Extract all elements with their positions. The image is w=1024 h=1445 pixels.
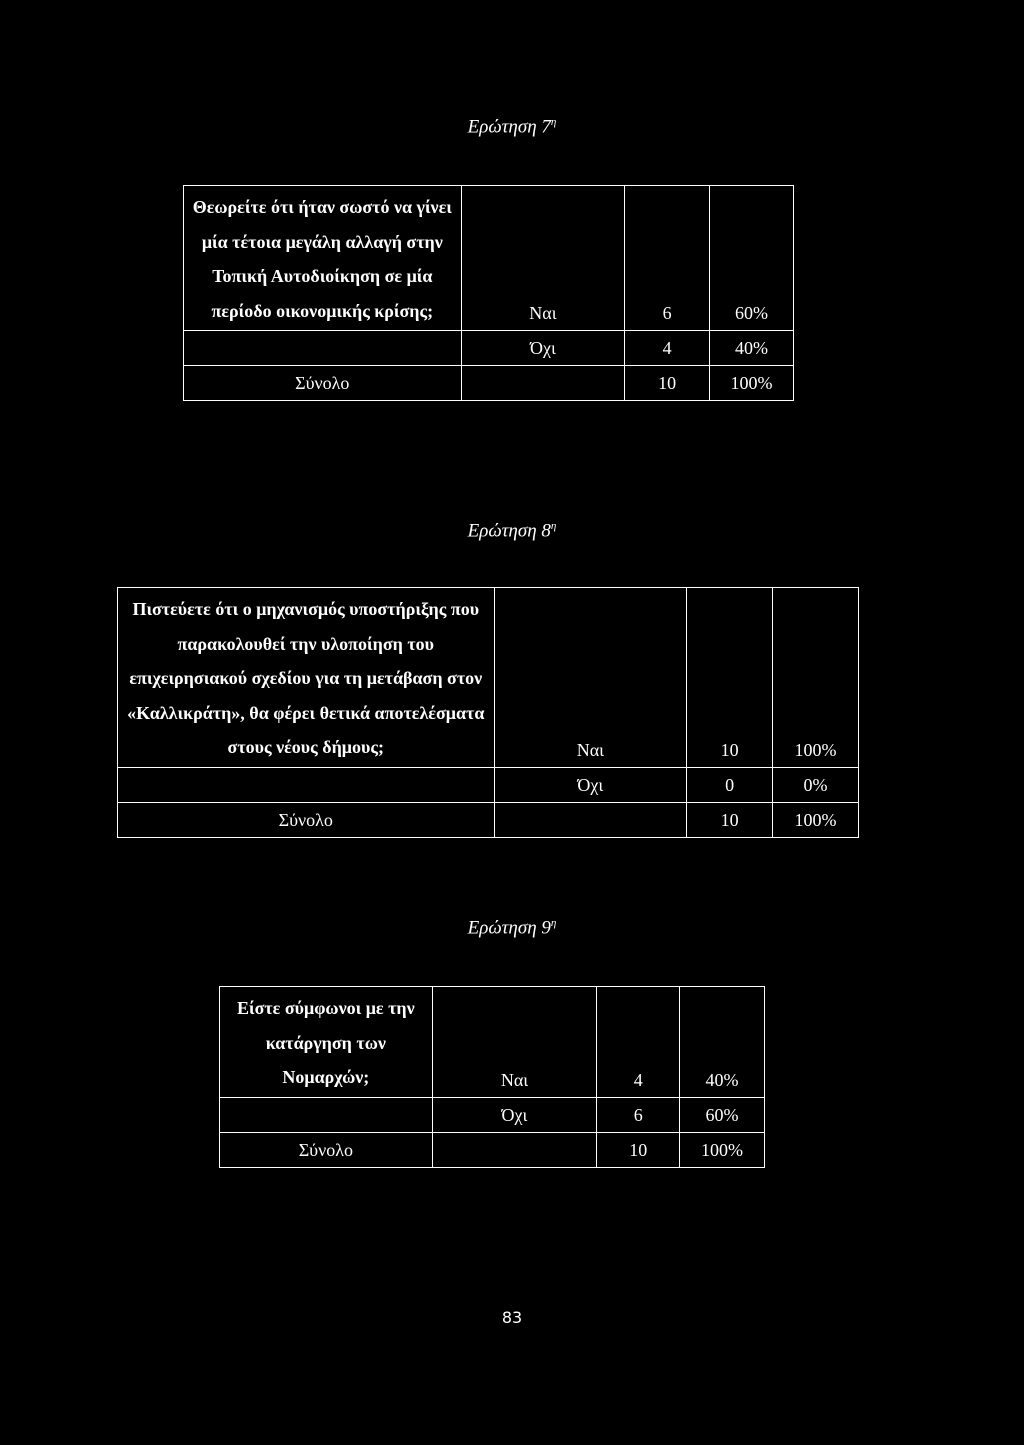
question-heading: Ερώτηση $9^\eta$: [467, 917, 557, 939]
no-percent: 40%: [710, 331, 794, 366]
total-label: Σύνολο: [184, 366, 462, 401]
empty-cell: [118, 767, 495, 802]
question-text: Θεωρείτε ότι ήταν σωστό να γίνει μία τέτοια μεγάλη αλλαγή στην Τοπική Αυτοδιοίκηση σε μία περίοδο οικονομικής κρίσης;: [184, 186, 462, 331]
no-label: Όχι: [432, 1097, 597, 1132]
yes-percent: 40%: [680, 987, 765, 1098]
empty-cell: [494, 802, 687, 837]
yes-percent: 60%: [710, 186, 794, 331]
no-percent: 60%: [680, 1097, 765, 1132]
question-text: Είστε σύμφωνοι με την κατάργηση των Νομαρχών;: [220, 987, 433, 1098]
total-percent: 100%: [710, 366, 794, 401]
total-label: Σύνολο: [118, 802, 495, 837]
empty-cell: [461, 366, 625, 401]
no-label: Όχι: [461, 331, 625, 366]
total-count: 10: [687, 802, 773, 837]
survey-table: [183, 185, 794, 401]
yes-count: 6: [625, 186, 710, 331]
no-count: 4: [625, 331, 710, 366]
question-heading: Ερώτηση $8^\eta$: [467, 520, 557, 542]
yes-label: Ναι: [461, 186, 625, 331]
yes-count: 4: [597, 987, 680, 1098]
total-percent: 100%: [680, 1132, 765, 1167]
question-heading: Ερώτηση $7^\eta$: [467, 116, 557, 138]
no-label: Όχι: [494, 767, 687, 802]
yes-count: 10: [687, 588, 773, 768]
yes-label: Ναι: [494, 588, 687, 768]
survey-table: [117, 587, 859, 838]
empty-cell: [432, 1132, 597, 1167]
survey-table: [219, 986, 765, 1168]
empty-cell: [184, 331, 462, 366]
no-count: 6: [597, 1097, 680, 1132]
no-percent: 0%: [773, 767, 859, 802]
question-text: Πιστεύετε ότι ο μηχανισμός υποστήριξης που παρακολουθεί την υλοποίηση του επιχειρησιακού σχεδίου για τη μετάβαση στον «Καλλικράτη», θα φέρει θετικά αποτελέσματα στους νέους δήμους;: [118, 588, 495, 768]
page-number: 83: [501, 1308, 523, 1327]
yes-label: Ναι: [432, 987, 597, 1098]
yes-percent: 100%: [773, 588, 859, 768]
total-count: 10: [597, 1132, 680, 1167]
empty-cell: [220, 1097, 433, 1132]
total-percent: 100%: [773, 802, 859, 837]
total-label: Σύνολο: [220, 1132, 433, 1167]
total-count: 10: [625, 366, 710, 401]
no-count: 0: [687, 767, 773, 802]
